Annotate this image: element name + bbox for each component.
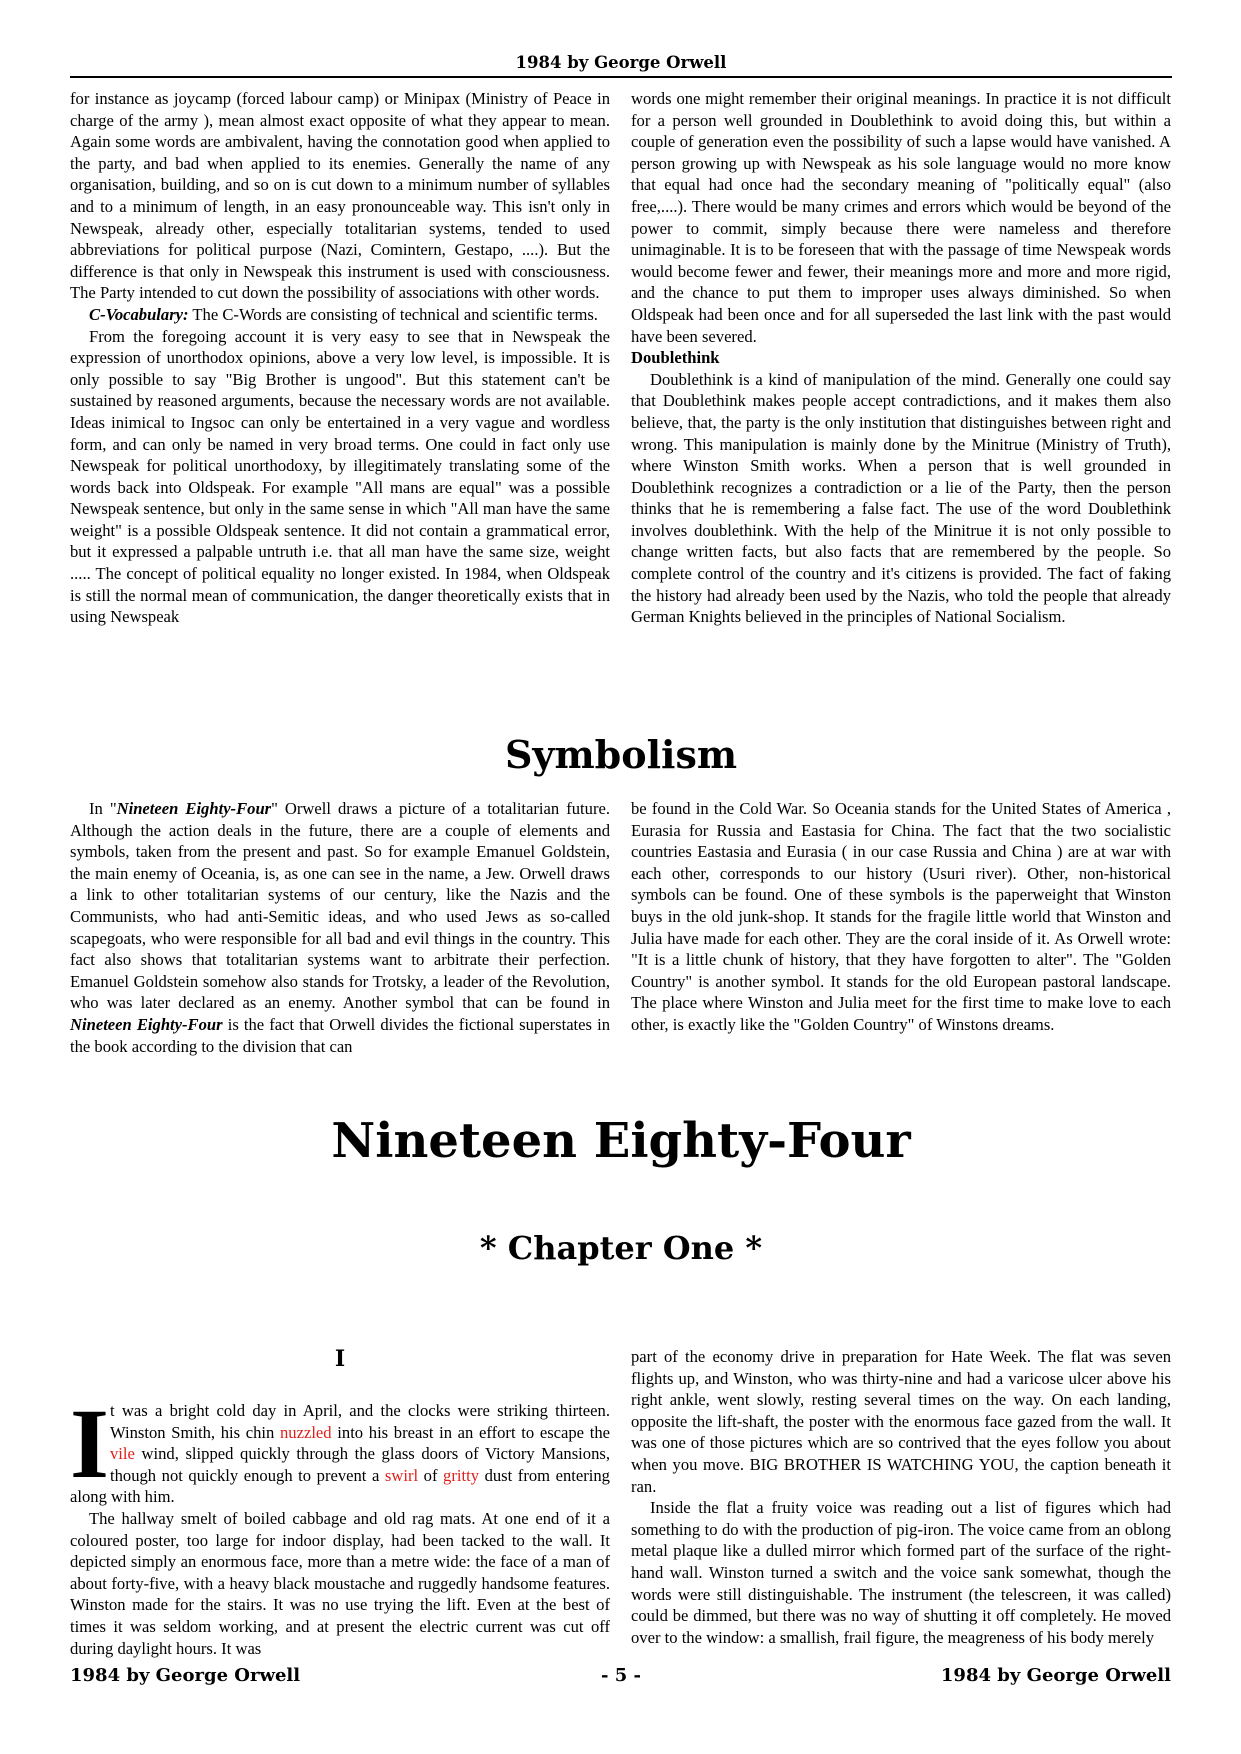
footer-left-title: 1984 by George Orwell (70, 1665, 301, 1686)
page-number: - 5 - (601, 1665, 641, 1686)
symbolism-title: Symbolism (504, 732, 738, 777)
paragraph: From the foregoing account it is very easy to see that in Newspeak the expression of unorthodox opinions, above a very low level, is impossible. It is only possible to say "Big Brother is ungood". But this statement can't be sustained by reasoned arguments, because the necessary words are not available. Ideas inimical to Ingsoc can only be entertained in a very vague and wordless form, and can only be named in very broad terms. One could in fact only use Newspeak for political unorthodoxy, by illegitimately translating some of the words back into Oldspeak. For example "All mans are equal" was a possible Newspeak sentence, but only in the same sense in which "All man have the same weight" is a possible Oldspeak sentence. It did not contain a grammatical error, but it expressed a palpable untruth i.e. that all man have the same size, weight ..... The concept of political equality no longer existed. In 1984, when Oldspeak is still the normal mean of communication, the danger theoretically exists that in using Newspeak (70, 326, 610, 627)
opening-paragraph (70, 1388, 610, 1508)
header-rule (70, 76, 1172, 78)
doublethink-heading: Doublethink (631, 348, 720, 368)
paragraph (70, 1388, 610, 1508)
paragraph: The hallway smelt of boiled cabbage and old rag mats. At one end of it a coloured poster, too large for indoor display, had been tacked to the wall. It depicted simply an enormous face, more than a metre wide: the face of a man of about forty-five, with a heavy black moustache and ruggedly handsome features. Winston made for the stairs. It was no use trying the lift. Even at the best of times it was seldom working, and at present the electric current was cut off during daylight hours. It was (70, 1508, 610, 1658)
paragraph: for instance as joycamp (forced labour camp) or Minipax (Ministry of Peace in charge of the army ), mean almost exact opposite of what they appear to mean. Again some words are ambivalent, having the connotation good when applied to the party, and bad when applied to its enemies. Generally the name of any organisation, building, and so on is cut down to a minimum number of syllables and to a minimum of length, in an easy pronounceable way. This isn't only in Newspeak, already other, especially totalitarian systems, tended to used abbreviations for political purpose (Nazi, Comintern, Gestapo, ....). But the difference is that only in Newspeak this instrument is used with consciousness. The Party intended to cut down the possibility of associations with other words. (70, 89, 610, 303)
paragraph: be found in the Cold War. So Oceania stands for the United States of America , Eurasia for Russia and Eastasia for China. The fact that the two socialistic countries Eastasia and Eurasia ( in our case Russia and China ) are at war with each other, corresponds to our history (Usuri river). Other, non-historical symbols can be found. One of these symbols is the paperweight that Winston buys in the old junk-shop. It stands for the fragile little world that Winston and Julia have made for each other. They are the coral inside of it. As Orwell wrote: "It is a little chunk of history, that they have forgotten to alter". The "Golden Country" is another symbol. It stands for the old European pastoral landscape. The place where Winston and Julia meet for the first time to make love to each other, is exactly like the "Golden Country" of Winstons dreams. (631, 799, 1171, 1034)
newspeak-right-column (631, 88, 1171, 628)
footer-right-title: 1984 by George Orwell (940, 1665, 1171, 1686)
text-run: of (418, 1465, 444, 1485)
vocab-word: swirl (384, 1465, 419, 1485)
drop-cap: I (70, 1388, 109, 1499)
doublethink-paragraph: Doublethink is a kind of manipulation of the mind. Generally one could say that Doublethink makes people accept contradictions, and it makes them also believe, that, the party is the only institution that distinguishes between right and wrong. This manipulation is mainly done by the Minitrue (Ministry of Truth), where Winston Smith works. When a person that is well grounded in Doublethink recognizes a contradiction or a lie of the Party, then the person thinks that he is remembering a false fact. The use of the word Doublethink involves doublethink. With the help of the Minitrue it is not only possible to change written facts, but also facts that are remembered by the people. So complete control of the country and it's citizens is provided. The fact of faking the history had already been used by the Nazis, who told the people that already German Knights believed in the principles of National Socialism. (631, 369, 1171, 627)
text-run: t was a bright cold day in April, and the clocks were striking thirteen. Winston Smith, his chin (110, 1401, 610, 1442)
symbolism-left-column (70, 798, 610, 1057)
chapter-left-column (70, 1388, 610, 1659)
book-title-ref: Nineteen Eighty-Four (70, 1014, 223, 1034)
book-title: Nineteen Eighty-Four (331, 1113, 911, 1169)
text-run: In " (89, 799, 117, 818)
book-title-ref: Nineteen Eighty-Four (116, 799, 272, 818)
newspeak-left-column (70, 88, 610, 628)
vocab-word: vile (110, 1444, 135, 1464)
running-header-title: 1984 by George Orwell (515, 53, 727, 72)
chapter-title: * Chapter One * (479, 1229, 763, 1267)
vocab-word: gritty (443, 1465, 479, 1485)
paragraph: part of the economy drive in preparation for Hate Week. The flat was seven flights up, and Winston, who was thirty-nine and had a varicose ulcer above his right ankle, went slowly, resting several times on the way. On each landing, opposite the lift-shaft, the poster with the enormous face gazed from the wall. It was one of those pictures which are so contrived that the eyes follow you about when you move. BIG BROTHER IS WATCHING YOU, the caption beneath it ran. (631, 1347, 1171, 1496)
part-number: I (334, 1346, 346, 1372)
text-run: " Orwell draws a picture of a totalitarian future. Although the action deals in the future, there are a couple of elements and symbols, taken from the present and past. So for example Emanuel Goldstein, the main enemy of Oceania, is, as one can see in the name, a Jew. Orwell draws a link to other totalitarian systems of our century, like the Nazis and the Communists, who had anti-Semitic ideas, and who used Jews as so-called scapegoats, who were responsible for all bad and evil things in the country. This fact also shows that totalitarian systems want to arbitrate their perfection. Emanuel Goldstein somehow also stands for Trotsky, a leader of the Revolution, who was later declared as an enemy. Another symbol that can be found in (70, 799, 610, 1013)
text-run: wind, slipped quickly through the glass doors of Victory Mansions, though not quickly enough to prevent a (110, 1444, 610, 1485)
c-vocabulary-label: C-Vocabulary: (89, 304, 189, 324)
chapter-right-column (631, 1346, 1171, 1648)
paragraph: words one might remember their original meanings. In practice it is not difficult for a person well grounded in Doublethink to avoid doing this, but within a couple of generation even the possibility of such a lapse would have vanished. A person growing up with Newspeak as his sole language would no more know that equal had once had the secondary meaning of "politically equal" (also free,....). There would be many crimes and errors which would be beyond of the power to commit, simply because there were nameless and therefore unimaginable. It is to be foreseen that with the passage of time Newspeak words would become fewer and fewer, their meanings more and more and more rigid, and the chance to put them to improper uses always diminished. So when Oldspeak had been once and for all superseded the last link with the past would have been severed. (631, 89, 1171, 346)
text-run: is the fact that Orwell divides the fictional superstates in the book according to the division that can (70, 1014, 610, 1056)
symbolism-right-column (631, 798, 1171, 1036)
vocab-word: nuzzled (280, 1422, 332, 1442)
c-vocabulary-text: The C-Words are consisting of technical and scientific terms. (188, 304, 598, 324)
text-run: into his breast in an effort to escape the (331, 1422, 610, 1442)
paragraph (70, 798, 610, 1057)
paragraph: Inside the flat a fruity voice was reading out a list of figures which had something to do with the production of pig-iron. The voice came from an oblong metal plaque like a dulled mirror which formed part of the surface of the right-hand wall. Winston turned a switch and the voice sank somewhat, though the words were still distinguishable. The instrument (the telescreen, it was called) could be dimmed, but there was no way of shutting it off completely. He moved over to the window: a smallish, frail figure, the meagreness of his body merely (631, 1498, 1171, 1647)
text-run: dust from entering along with him. (70, 1465, 610, 1507)
c-vocabulary-paragraph (70, 304, 610, 326)
